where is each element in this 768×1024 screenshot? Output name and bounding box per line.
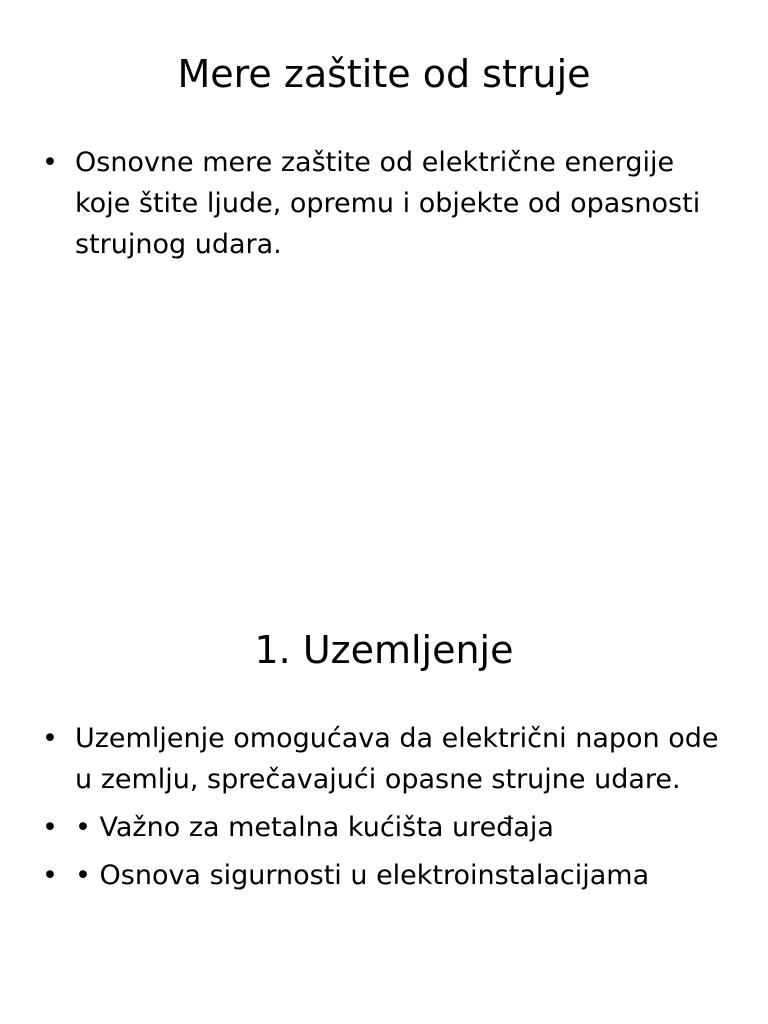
bullet-item <box>38 142 738 265</box>
slide-title: Mere zaštite od struje <box>177 52 591 96</box>
bullet-dot-icon: • <box>42 860 58 891</box>
bullet-dot-icon: • <box>42 147 58 178</box>
slide-title: 1. Uzemljenje <box>254 628 514 672</box>
bullet-list <box>38 142 738 272</box>
bullet-text: • Važno za metalna kućišta uređaja <box>75 812 554 843</box>
bullet-list <box>38 718 738 903</box>
slide-2 <box>0 576 768 1024</box>
bullet-text: Osnovne mere zaštite od električne energije koje štite ljude, opremu i objekte od opasnosti strujnog udara. <box>75 147 701 260</box>
bullet-dot-icon: • <box>42 723 58 754</box>
bullet-item <box>38 855 738 896</box>
bullet-dot-icon: • <box>42 812 58 843</box>
bullet-text: • Osnova sigurnosti u elektroinstalacijama <box>75 860 650 891</box>
bullet-item <box>38 718 738 800</box>
bullet-item <box>38 807 738 848</box>
bullet-text: Uzemljenje omogućava da električni napon ode u zemlju, sprečavajući opasne strujne udare. <box>75 723 719 795</box>
